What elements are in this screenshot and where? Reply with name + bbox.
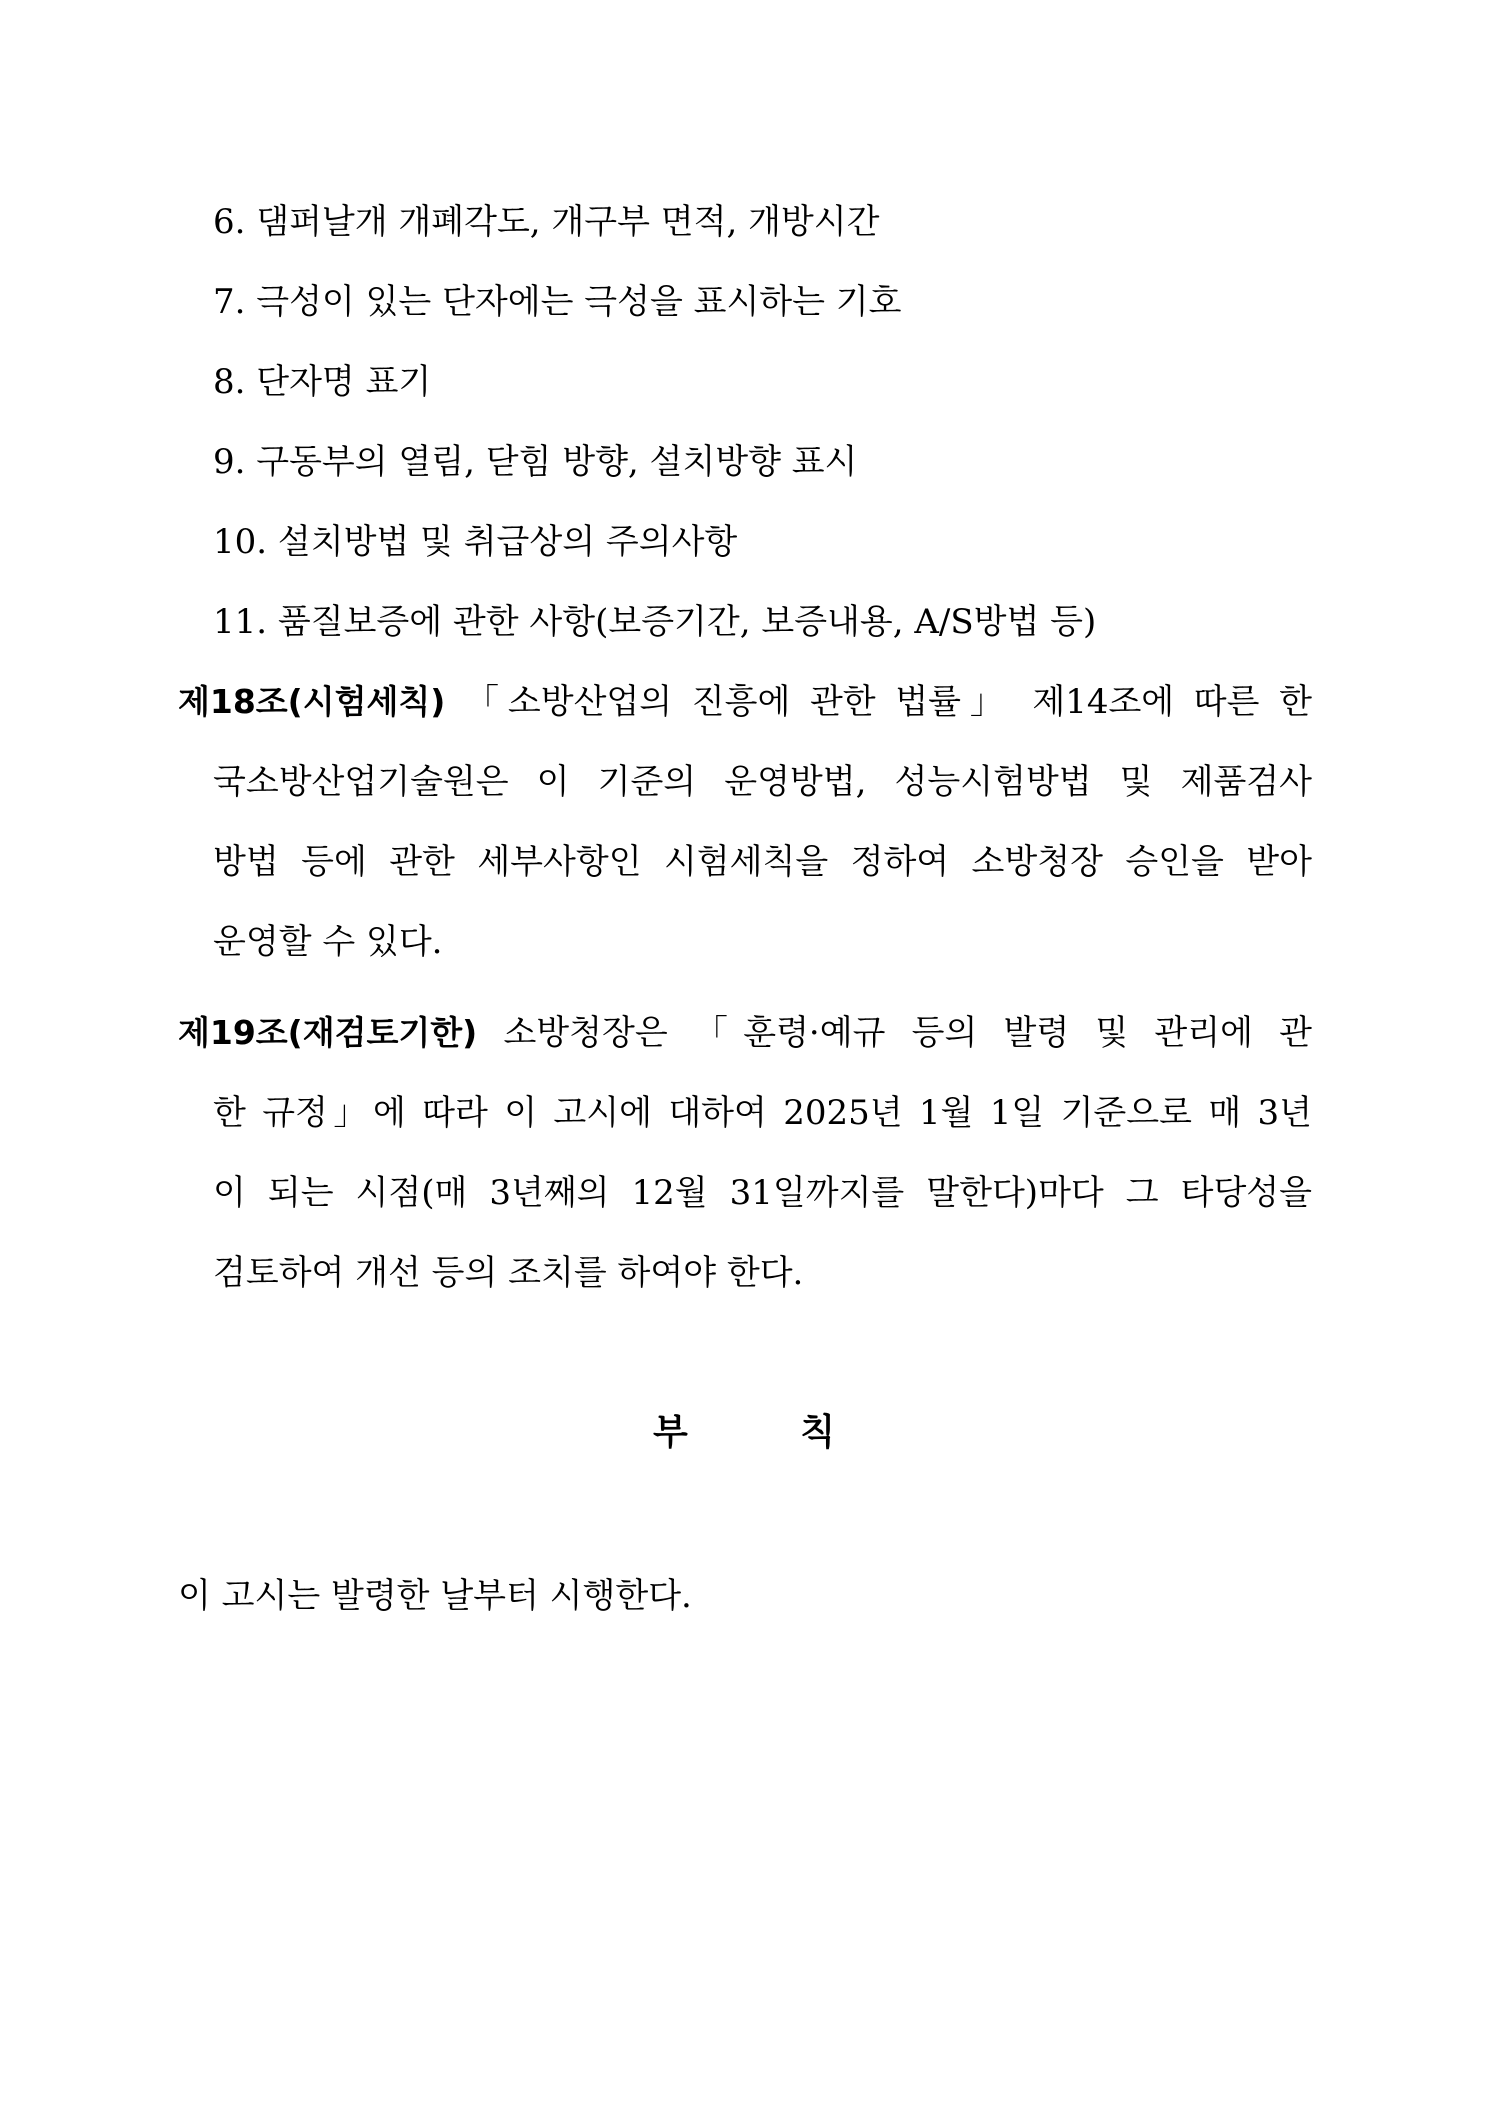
- article-19-line-1: [178, 993, 1312, 1073]
- article-18: [178, 662, 1312, 982]
- article-19-heading: 제19조(재검토기한): [178, 1013, 478, 1052]
- list-item-7: 7. 극성이 있는 단자에는 극성을 표시하는 기호: [213, 282, 902, 322]
- list-item-6: 6. 댐퍼날개 개폐각도, 개구부 면적, 개방시간: [213, 202, 880, 242]
- appendix-title: [0, 1408, 1488, 1458]
- appendix-text: 이 고시는 발령한 날부터 시행한다.: [178, 1576, 692, 1616]
- article-19-text-1: 소방청장은 「훈령·예규 등의 발령 및 관리에 관: [503, 1013, 1313, 1053]
- article-18-heading: 제18조(시험세칙): [178, 682, 446, 721]
- article-18-line-4: 운영할 수 있다.: [213, 922, 443, 962]
- article-19-line-4: 검토하여 개선 등의 조치를 하여야 한다.: [213, 1253, 804, 1293]
- list-item-10: 10. 설치방법 및 취급상의 주의사항: [213, 522, 738, 562]
- article-19: [178, 993, 1312, 1313]
- list-item-8: 8. 단자명 표기: [213, 362, 432, 402]
- appendix-title-char-1: 부: [652, 1412, 688, 1453]
- article-18-line-1: [178, 662, 1312, 742]
- appendix-title-char-2: 칙: [800, 1412, 836, 1453]
- article-19-line-2: 한 규정」에 따라 이 고시에 대하여 2025년 1월 1일 기준으로 매 3년: [213, 1093, 1312, 1133]
- article-18-line-2: 국소방산업기술원은 이 기준의 운영방법, 성능시험방법 및 제품검사: [213, 762, 1312, 802]
- article-18-line-3: 방법 등에 관한 세부사항인 시험세칙을 정하여 소방청장 승인을 받아: [213, 842, 1312, 882]
- list-item-9: 9. 구동부의 열림, 닫힘 방향, 설치방향 표시: [213, 442, 858, 482]
- list-item-11: 11. 품질보증에 관한 사항(보증기간, 보증내용, A/S방법 등): [213, 602, 1097, 642]
- article-19-line-3: 이 되는 시점(매 3년째의 12월 31일까지를 말한다)마다 그 타당성을: [213, 1173, 1312, 1213]
- article-18-text-1: 「소방산업의 진흥에 관한 법률」 제14조에 따른 한: [465, 682, 1312, 722]
